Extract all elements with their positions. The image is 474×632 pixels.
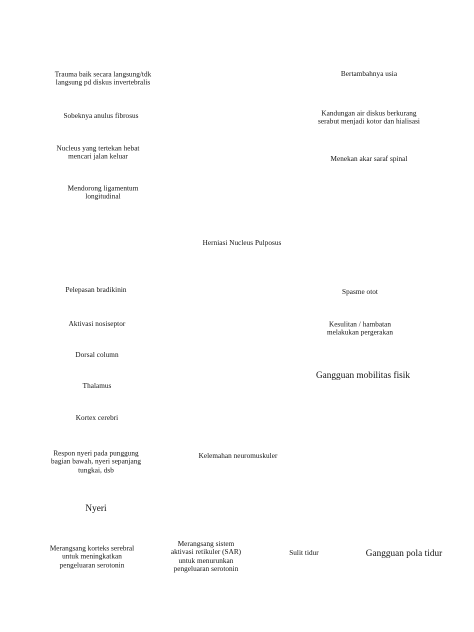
node-trauma: [55, 71, 152, 88]
node-pelepasan-bradikinin: [65, 286, 126, 294]
node-kandungan-air-line-2: serabut menjadi kotor dan hialisasi: [318, 118, 420, 126]
node-thalamus: [83, 382, 112, 390]
node-pelepasan-bradikinin-line-1: Pelepasan bradikinin: [65, 285, 127, 294]
node-sobek-annulus-line-1: Sobeknya anulus fibrosus: [63, 111, 139, 120]
node-nyeri-line-1: Nyeri: [85, 502, 107, 513]
node-thalamus-line-1: Thalamus: [82, 381, 112, 390]
node-respon-nyeri-line-2: bagian bawah, nyeri sepanjang: [50, 457, 142, 466]
node-gangguan-mobilitas: [316, 370, 410, 381]
node-kortex-line-1: Kortex cerebri: [75, 413, 119, 422]
node-merangsang-korteks-line-2: untuk meningkatkan: [62, 552, 122, 561]
node-hnp: [203, 239, 282, 247]
node-gangguan-pola-tidur-line-1: Gangguan pola tidur: [365, 547, 443, 558]
node-mendorong-ligamentum-line-1: Mendorong ligamentum: [67, 184, 139, 193]
node-bertambah-usia: [341, 70, 397, 78]
node-aktivasi-nosiseptor: [69, 320, 126, 328]
node-dorsal-column-line-1: Dorsal column: [75, 350, 119, 359]
node-mendorong-ligamentum: [68, 185, 139, 202]
node-kesulitan-line-2: melakukan pergerakan: [326, 329, 394, 337]
node-merangsang-sar: [171, 540, 241, 574]
node-kandungan-air-line-1: Kandungan air diskus berkurang: [321, 109, 417, 118]
node-respon-nyeri-line-1: Respon nyeri pada punggung: [53, 449, 139, 458]
node-sobek-annulus: [63, 112, 138, 120]
node-merangsang-sar-line-4: pengeluaran serotonin: [173, 565, 239, 574]
node-aktivasi-nosiseptor-line-1: Aktivasi nosiseptor: [68, 319, 126, 328]
node-respon-nyeri: [51, 449, 141, 474]
node-nyeri: [85, 503, 106, 514]
node-merangsang-sar-line-1: Merangsang sistem: [177, 540, 235, 549]
node-menekan-akar: [331, 155, 408, 163]
node-merangsang-sar-line-3: untuk menurunkan: [178, 557, 234, 565]
node-kesulitan-line-1: Kesulitan / hambatan: [328, 320, 392, 329]
node-sulit-tidur-line-1: Sulit tidur: [289, 548, 319, 557]
node-nucleus-tertekan: [57, 145, 140, 162]
node-menekan-akar-line-1: Menekan akar saraf spinal: [330, 154, 408, 163]
node-kesulitan: [327, 321, 393, 338]
node-mendorong-ligamentum-line-2: longitudinal: [85, 193, 121, 201]
node-merangsang-sar-line-2: aktivasi retikuler (SAR): [170, 548, 242, 557]
node-hnp-line-1: Herniasi Nucleus Pulposus: [202, 238, 282, 247]
node-dorsal-column: [75, 351, 118, 359]
node-kelemahan-line-1: Kelemahan neuromuskuler: [198, 451, 278, 460]
node-spasme-otot-line-1: Spasme otot: [342, 287, 378, 296]
node-merangsang-korteks-line-3: pengeluaran serotonin: [59, 561, 125, 570]
node-merangsang-korteks-line-1: Merangsang korteks serebral: [49, 544, 135, 553]
node-sulit-tidur: [289, 549, 319, 557]
node-gangguan-pola-tidur: [366, 548, 442, 559]
node-nucleus-tertekan-line-2: mencari jalan keluar: [68, 153, 128, 161]
node-gangguan-mobilitas-line-1: Gangguan mobilitas fisik: [315, 369, 411, 380]
node-kortex: [76, 414, 118, 422]
node-spasme-otot: [342, 288, 378, 296]
node-respon-nyeri-line-3: tungkai, dsb: [78, 466, 114, 475]
node-trauma-line-1: Trauma baik secara langsung/tdk: [54, 70, 152, 79]
node-merangsang-korteks: [50, 544, 134, 569]
node-kelemahan: [199, 452, 278, 460]
node-kandungan-air: [318, 110, 420, 127]
node-nucleus-tertekan-line-1: Nucleus yang tertekan hebat: [56, 144, 140, 153]
node-bertambah-usia-line-1: Bertambahnya usia: [340, 69, 398, 78]
node-trauma-line-2: langsung pd diskus invertebralis: [55, 79, 151, 87]
